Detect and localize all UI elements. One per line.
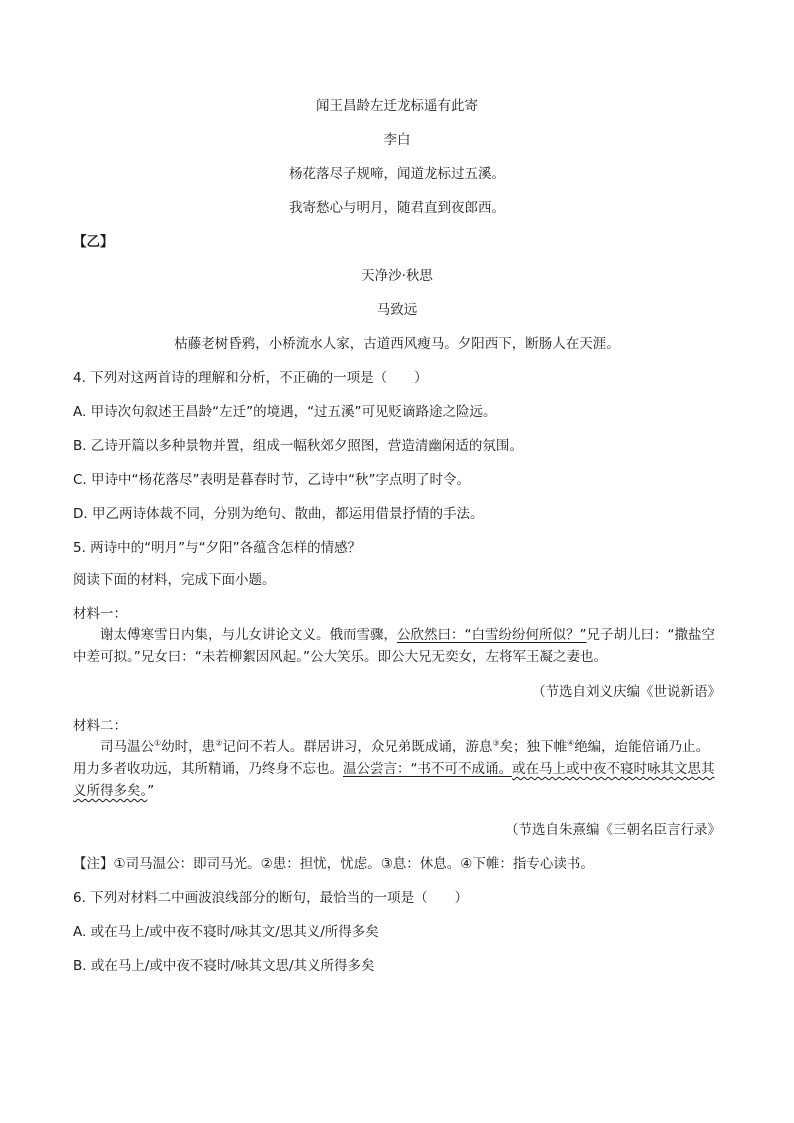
q4-option-a: A. 甲诗次句叙述王昌龄“左迁”的境遇，“过五溪”可见贬谪路途之险远。	[73, 404, 497, 420]
poem1-line1: 杨花落尽子规啼，闻道龙标过五溪。	[289, 166, 505, 182]
material2-label: 材料二：	[73, 718, 127, 734]
q4-option-b: B. 乙诗开篇以多种景物并置，组成一幅秋郊夕照图，营造清幽闲适的氛围。	[73, 438, 523, 454]
annotation-notes: 【注】①司马温公：即司马光。②患：担忧，忧虑。③息：休息。④下帷：指专心读书。	[73, 856, 594, 872]
section-yi-label: 【乙】	[73, 234, 114, 250]
material2-wavy-text: 或在马上或中夜不寝时咏其文思其义所得多矣。	[73, 761, 715, 799]
q4-option-c: C. 甲诗中“杨花落尽”表明是暮春时节，乙诗中“秋”字点明了时令。	[73, 472, 470, 488]
material1-label: 材料一：	[73, 606, 127, 622]
q4-stem: 4. 下列对这两首诗的理解和分析，不正确的一项是（ ）	[73, 370, 428, 386]
poem2-title: 天净沙·秋思	[361, 268, 433, 284]
poem1-title: 闻王昌龄左迁龙标遥有此寄	[316, 98, 478, 114]
q6-stem: 6. 下列对材料二中画波浪线部分的断句，最恰当的一项是（ ）	[73, 890, 469, 906]
q6-option-a: A. 或在马上/或中夜不寝时/咏其文/思其义/所得多矣	[73, 924, 379, 940]
document-page	[73, 96, 721, 976]
reading-instruction: 阅读下面的材料，完成下面小题。	[73, 572, 276, 588]
footnote-3: ③	[492, 738, 500, 748]
q4-option-d: D. 甲乙两诗体裁不同，分别为绝句、散曲，都运用借景抒情的手法。	[73, 506, 484, 522]
material2-source: （节选自朱熹编《三朝名臣言行录》	[505, 822, 721, 838]
material1-paragraph: 谢太傅寒雪日内集，与儿女讲论文义。俄而雪骤，公欣然曰：“白雪纷纷何所似？”兄子胡儿曰：“撒盐空中差可拟。”兄女曰：“未若柳絮因风起。”公大笑乐。即公大兄无奕女，左将军王凝之妻也。	[73, 627, 715, 665]
material2-paragraph: 司马温公①幼时，患②记问不若人。群居讲习，众兄弟既成诵，游息③矣；独下帷④绝编，迨能倍诵乃止。用力多者收功远，其所精诵，乃终身不忘也。温公尝言：“书不可不成诵。或在马上或中夜不寝时咏其文思其义所得多矣。”	[73, 738, 715, 799]
poem2-author: 马致远	[376, 302, 418, 318]
material1-source: （节选自刘义庆编《世说新语》	[532, 684, 721, 700]
footnote-2: ②	[215, 738, 223, 748]
material2-underlined-text: 温公尝言：	[343, 761, 411, 777]
poem1-author: 李白	[383, 132, 411, 148]
q5-stem: 5. 两诗中的“明月”与“夕阳”各蕴含怎样的情感？	[73, 540, 362, 556]
poem2-text: 枯藤老树昏鸦，小桥流水人家，古道西风瘦马。夕阳西下，断肠人在天涯。	[174, 336, 620, 352]
poem1-line2: 我寄愁心与明月，随君直到夜郎西。	[289, 200, 505, 216]
footnote-1: ①	[154, 738, 162, 748]
q6-option-b: B. 或在马上/或中夜不寝时/咏其文思/其义所得多矣	[73, 958, 375, 974]
footnote-4: ④	[567, 738, 575, 748]
material1-underlined-text: 公欣然曰：“白雪纷纷何所似？”	[397, 627, 587, 643]
